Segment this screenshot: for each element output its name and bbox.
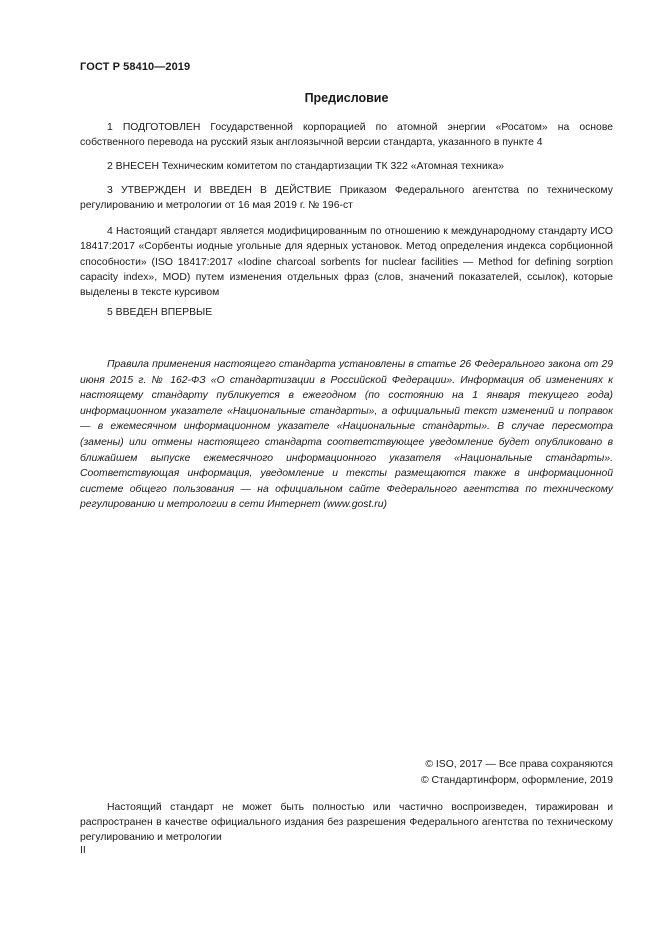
paragraph-1: 1 ПОДГОТОВЛЕН Государственной корпорацией по атомной энергии «Росатом» на основе собственного перевода на русский язык англоязычной версии стандарта, указанного в пункте 4 [80, 122, 613, 149]
page-number: II [80, 845, 86, 856]
page-title: Предисловие [304, 91, 389, 105]
usage-rules-note: Правила применения настоящего стандарта установлены в статье 26 Федерального закона от 29 июня 2015 г. № 162-ФЗ «О стандартизации в Российской Федерации». Информация об изменениях к настоящему стандарту публикуется в ежегодном (по состоянию на 1 января текущего года) информационном указателе «Национальные стандарты», а официальный текст изменений и поправок — в ежемесячном информационном указателе «Национальные стандарты». В случае пересмотра (замены) или отмены настоящего стандарта соответствующее уведомление будет опубликовано в ближайшем выпуске ежемесячного информационного указателя «Национальные стандарты». Соответствующая информация, уведомление и тексты размещаются также в информационной системе общего пользования — на официальном сайте Федерального агентства по техническому регулированию и метрологии в сети Интернет (www.gost.ru) [80, 359, 613, 511]
copyright-block [421, 757, 613, 788]
reproduction-notice: Настоящий стандарт не может быть полностью или частично воспроизведен, тиражирован и распространен в качестве официального издания без разрешения Федерального агентства по техническому регулированию и метрологии [80, 802, 613, 843]
copyright-standartinform: © Стандартинформ, оформление, 2019 [420, 774, 613, 786]
paragraph-2: 2 ВНЕСЕН Техническим комитетом по стандартизации ТК 322 «Атомная техника» [107, 161, 505, 172]
document-code: ГОСТ Р 58410—2019 [80, 61, 191, 73]
paragraph-4: 4 Настоящий стандарт является модифицированным по отношению к международному стандарту ИСО 18417:2017 «Сорбенты иодные угольные для ядерных установок. Метод определения индекса сорбционной способности» (ISO 18417:2017 «Iodine charcoal sorbents for nuclear facilities — Method for defining sorption capacity index», MOD) путем изменения отдельных фраз (слов, значений показателей, ссылок), которые выделены в тексте курсивом [80, 226, 613, 299]
copyright-iso: © ISO, 2017 — Все права сохраняются [425, 759, 613, 770]
paragraph-3: 3 УТВЕРЖДЕН И ВВЕДЕН В ДЕЙСТВИЕ Приказом Федерального агентства по техническому регулированию и метрологии от 16 мая 2019 г. № 196-ст [80, 185, 613, 212]
paragraph-5: 5 ВВЕДЕН ВПЕРВЫЕ [107, 307, 213, 318]
